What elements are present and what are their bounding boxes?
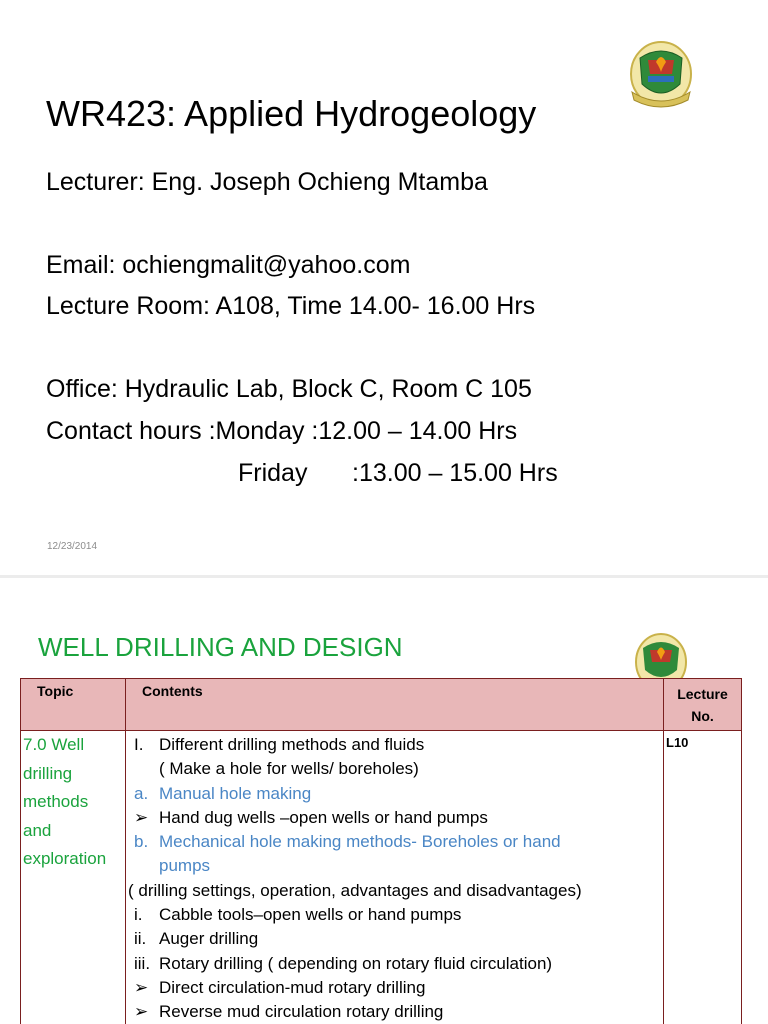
list-marker: i.: [134, 905, 143, 925]
topic-line: methods: [23, 792, 89, 811]
list-text: Cabble tools–open wells or hand pumps: [159, 905, 462, 925]
header-topic: Topic: [21, 679, 126, 731]
list-marker: b.: [134, 832, 149, 852]
topics-table: [20, 678, 742, 1024]
topic-line: exploration: [23, 849, 107, 868]
section-title: WELL DRILLING AND DESIGN: [38, 632, 403, 662]
contact-hours-friday-time: :13.00 – 15.00 Hrs: [352, 459, 558, 487]
list-item: [126, 854, 663, 878]
list-item: [126, 782, 663, 806]
university-crest-icon: [626, 40, 696, 112]
list-text: Rotary drilling ( depending on rotary fluid circulation): [159, 953, 553, 973]
list-item: [126, 830, 663, 854]
list-marker: ii.: [134, 929, 147, 949]
list-item: [126, 733, 663, 757]
list-text: ( Make a hole for wells/ boreholes): [159, 759, 419, 779]
slide-2: [0, 578, 768, 1024]
lecture-no-cell: L10: [664, 731, 742, 1024]
header-contents: Contents: [126, 679, 664, 731]
list-item: [126, 879, 663, 903]
lecturer-line: Lecturer: Eng. Joseph Ochieng Mtamba: [46, 168, 488, 196]
list-item: [126, 757, 663, 781]
list-text: Different drilling methods and fluids: [159, 735, 425, 754]
table-header-row: [21, 679, 742, 731]
list-text: pumps: [159, 856, 211, 876]
list-marker: I.: [134, 735, 144, 754]
list-marker: iii.: [134, 953, 151, 973]
arrow-bullet-icon: ➢: [134, 977, 149, 997]
list-item: [126, 952, 663, 976]
topic-line: 7.0 Well: [23, 735, 85, 754]
list-item: [126, 927, 663, 951]
header-lecture-label: Lecture: [677, 686, 728, 702]
contact-hours-monday: Contact hours :Monday :12.00 – 14.00 Hrs: [46, 417, 518, 445]
list-marker: a.: [134, 783, 149, 803]
lecture-room-line: Lecture Room: A108, Time 14.00- 16.00 Hrs: [46, 292, 536, 320]
table-row: [21, 731, 742, 1024]
list-text: Auger drilling: [159, 929, 259, 949]
list-item: [126, 903, 663, 927]
list-text: Hand dug wells –open wells or hand pumps: [159, 807, 488, 827]
contents-cell: [126, 731, 664, 1024]
list-text: ( drilling settings, operation, advantages and disadvantages): [128, 880, 582, 900]
course-title: WR423: Applied Hydrogeology: [46, 93, 537, 134]
list-item: [126, 976, 663, 1000]
topic-cell: [21, 731, 126, 1024]
office-line: Office: Hydraulic Lab, Block C, Room C 105: [46, 375, 532, 403]
header-lecture-no: [664, 679, 742, 731]
contact-hours-friday-day: Friday: [238, 459, 308, 487]
list-item: [126, 1000, 663, 1024]
arrow-bullet-icon: ➢: [134, 1002, 149, 1022]
topic-line: and: [23, 820, 52, 840]
list-text: Direct circulation-mud rotary drilling: [159, 977, 426, 997]
slide-date: 12/23/2014: [47, 541, 98, 552]
university-crest-icon: [632, 632, 690, 682]
list-item: [126, 806, 663, 830]
list-text: Manual hole making: [159, 783, 312, 803]
list-text: Mechanical hole making methods- Boreholes or hand: [159, 832, 561, 852]
list-text: Reverse mud circulation rotary drilling: [159, 1002, 444, 1022]
email-line: Email: ochiengmalit@yahoo.com: [46, 251, 411, 279]
arrow-bullet-icon: ➢: [134, 807, 149, 827]
header-no-label: No.: [691, 708, 714, 724]
topic-line: drilling: [23, 763, 73, 783]
